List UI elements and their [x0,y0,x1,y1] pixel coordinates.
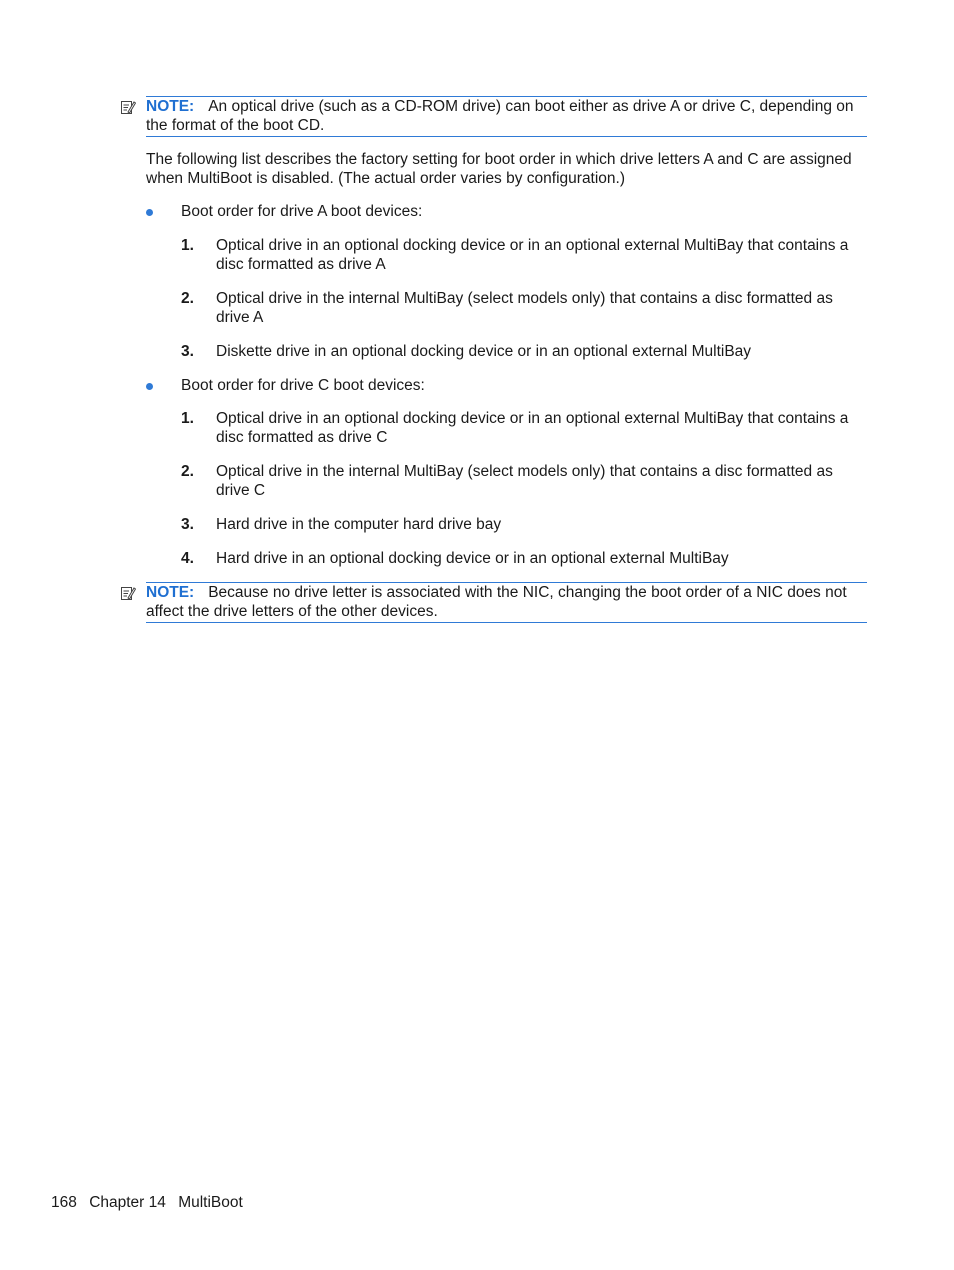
chapter-title: MultiBoot [178,1194,243,1211]
bullet-text: Boot order for drive C boot devices: [181,377,425,394]
note-pencil-icon [120,585,136,601]
note-label: NOTE: [146,584,195,601]
note-text: An optical drive (such as a CD-ROM drive) can boot either as drive A or drive C, depending on the format of the boot CD. [146,98,854,134]
list-item-text: Hard drive in an optional docking device or in an optional external MultiBay [216,550,729,567]
list-number: 4. [181,550,194,567]
list-item-text: Optical drive in the internal MultiBay (select models only) that contains a disc formatted as drive A [216,290,833,326]
list-number: 2. [181,463,194,480]
list-item-text: Optical drive in an optional docking device or in an optional external MultiBay that contains a disc formatted as drive C [216,410,849,446]
list-number: 2. [181,290,194,307]
bullet-dot-icon [146,383,153,390]
list-number: 1. [181,237,194,254]
bullet-text: Boot order for drive A boot devices: [181,203,423,220]
note-box-1 [146,96,867,137]
list-number: 1. [181,410,194,427]
note-label: NOTE: [146,98,195,115]
page-number: 168 [51,1194,77,1211]
chapter-label: Chapter 14 [89,1194,166,1211]
list-item-text: Hard drive in the computer hard drive bay [216,516,502,533]
note-text: Because no drive letter is associated with the NIC, changing the boot order of a NIC does not affect the drive letters of the other devices. [146,584,847,620]
list-number: 3. [181,343,194,360]
note-box-2 [146,582,867,623]
list-item-text: Optical drive in an optional docking device or in an optional external MultiBay that contains a disc formatted as drive A [216,237,849,273]
list-item-text: Diskette drive in an optional docking device or in an optional external MultiBay [216,343,752,360]
page-footer [51,1193,251,1212]
list-number: 3. [181,516,194,533]
list-item-text: Optical drive in the internal MultiBay (select models only) that contains a disc formatted as drive C [216,463,833,499]
bullet-dot-icon [146,209,153,216]
note-pencil-icon [120,99,136,115]
intro-paragraph: The following list describes the factory setting for boot order in which drive letters A and C are assigned when MultiBoot is disabled. (The actual order varies by configuration.) [146,151,852,187]
